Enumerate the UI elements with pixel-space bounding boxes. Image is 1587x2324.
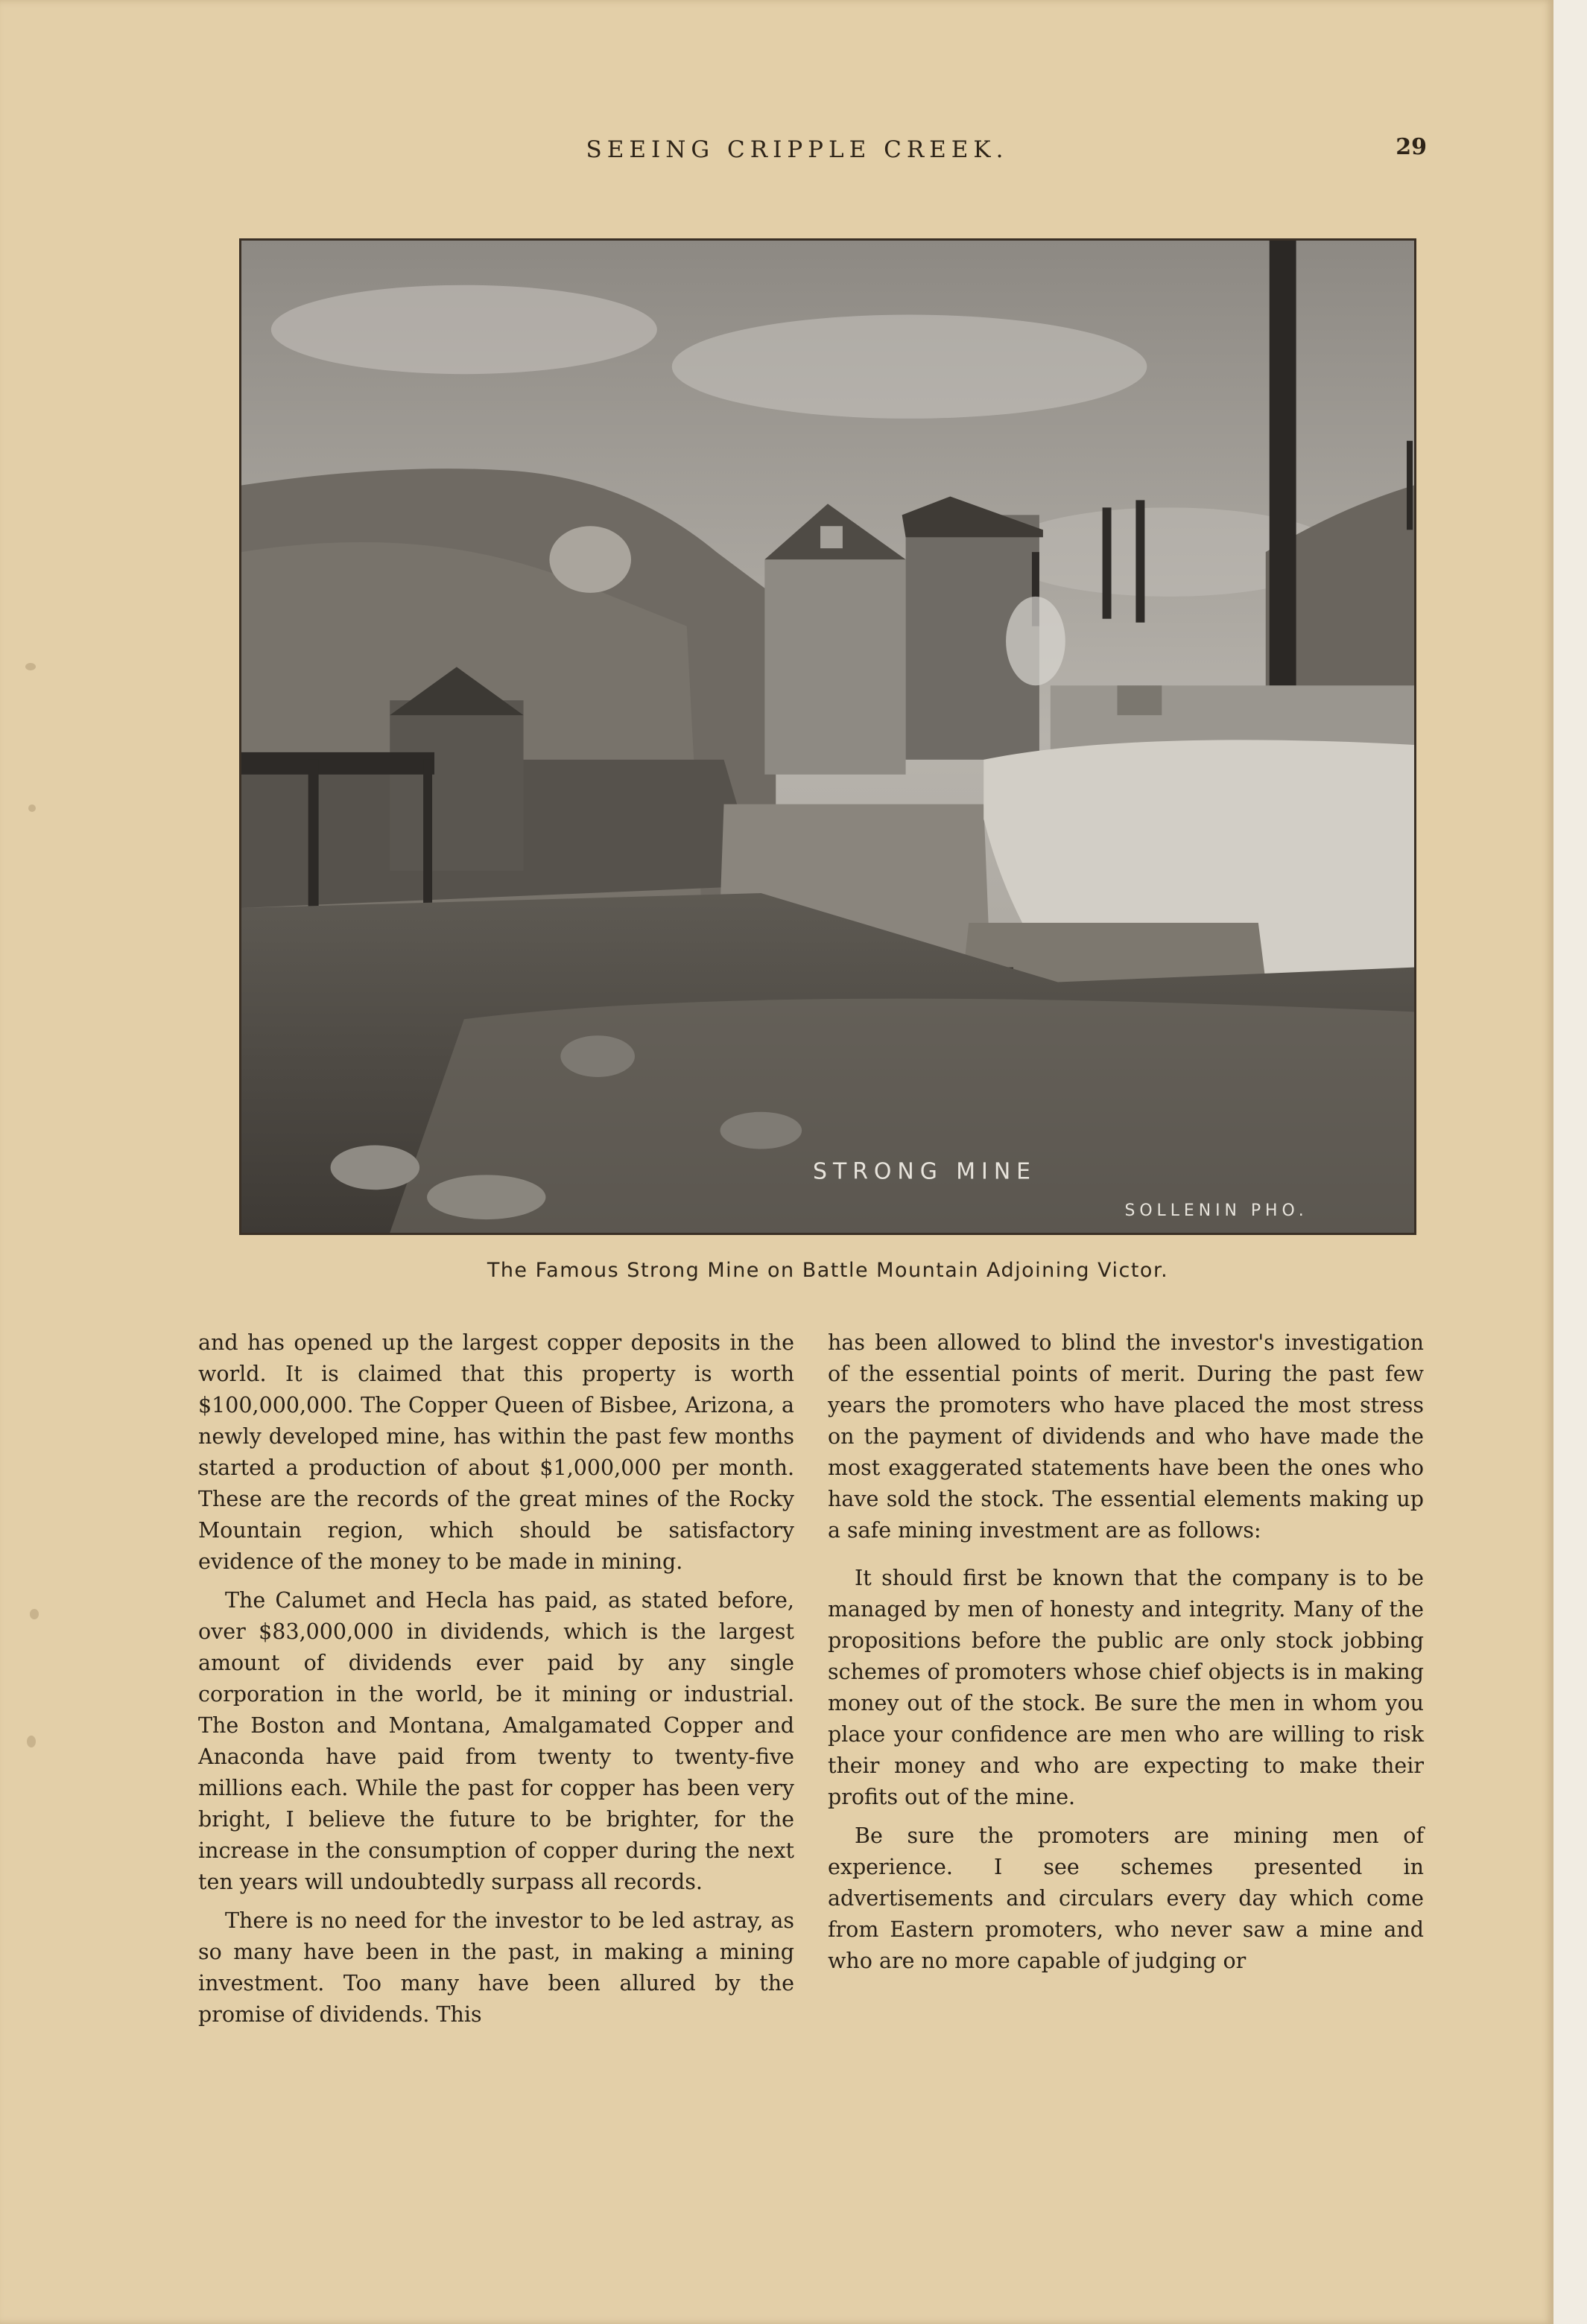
page-number: 29: [1396, 134, 1427, 160]
running-header: SEEING CRIPPLE CREEK.: [586, 136, 1009, 163]
paper-stain: [25, 663, 36, 670]
paragraph: There is no need for the investor to be led astray, as so many have been in the past, in making a mining investment. Too many have been allured by the promise of dividends. This: [198, 1908, 794, 2027]
paragraph: Be sure the promoters are mining men of experience. I see schemes presented in advertisements and circulars every day which come from Eastern promoters, who never saw a mine and who are no more capable of judging or: [828, 1823, 1424, 1973]
paragraph: The Calumet and Hecla has paid, as stated before, over $83,000,000 in dividends, which is the largest amount of dividends ever paid by any single corporation in the world, be it mining or industrial. The Boston and Montana, Amalgamated Copper and Anaconda have paid from twenty to twenty-five millions each. While the past for copper has been very bright, I believe the future to be brighter, for the increase in the consumption of copper during the next ten years will undoubtedly surpass all records.: [198, 1588, 794, 1894]
paper-stain: [27, 1736, 36, 1747]
paragraph: and has opened up the largest copper deposits in the world. It is claimed that this property is worth $100,000,000. The Copper Queen of Bisbee, Arizona, a newly developed mine, has within the past few months started a production of about $1,000,000 per month. These are the records of the great mines of the Rocky Mountain region, which should be satisfactory evidence of the money to be made in mining.: [198, 1330, 794, 1574]
photo-illustration: [241, 241, 1414, 1233]
photo-label: STRONG MINE: [813, 1158, 1037, 1185]
paragraph: has been allowed to blind the investor's investigation of the essential points of merit. During the past few years the promoters who have placed the most stress on the payment of dividends and who have made the most exaggerated statements have been the ones who have sold the stock. The essential elements making up a safe mining investment are as follows:: [828, 1330, 1424, 1543]
text-column-right: [828, 1327, 1424, 1984]
paper-stain: [28, 804, 36, 812]
background-edge: [1553, 0, 1587, 2324]
photographer-mark: SOLLENIN PHO.: [1124, 1201, 1308, 1221]
mine-photograph: [239, 238, 1416, 1235]
figure-caption: The Famous Strong Mine on Battle Mountain Adjoining Victor.: [487, 1259, 1169, 1282]
text-column-left: [198, 1327, 794, 2038]
paragraph: It should first be known that the company is to be managed by men of honesty and integrity. Many of the propositions before the public are only stock jobbing schemes of promoters whose chief objects is in making money out of the stock. Be sure the men in whom you place your confidence are men who are willing to risk their money and who are expecting to make their profits out of the mine.: [828, 1566, 1424, 1809]
paper-stain: [30, 1609, 39, 1619]
